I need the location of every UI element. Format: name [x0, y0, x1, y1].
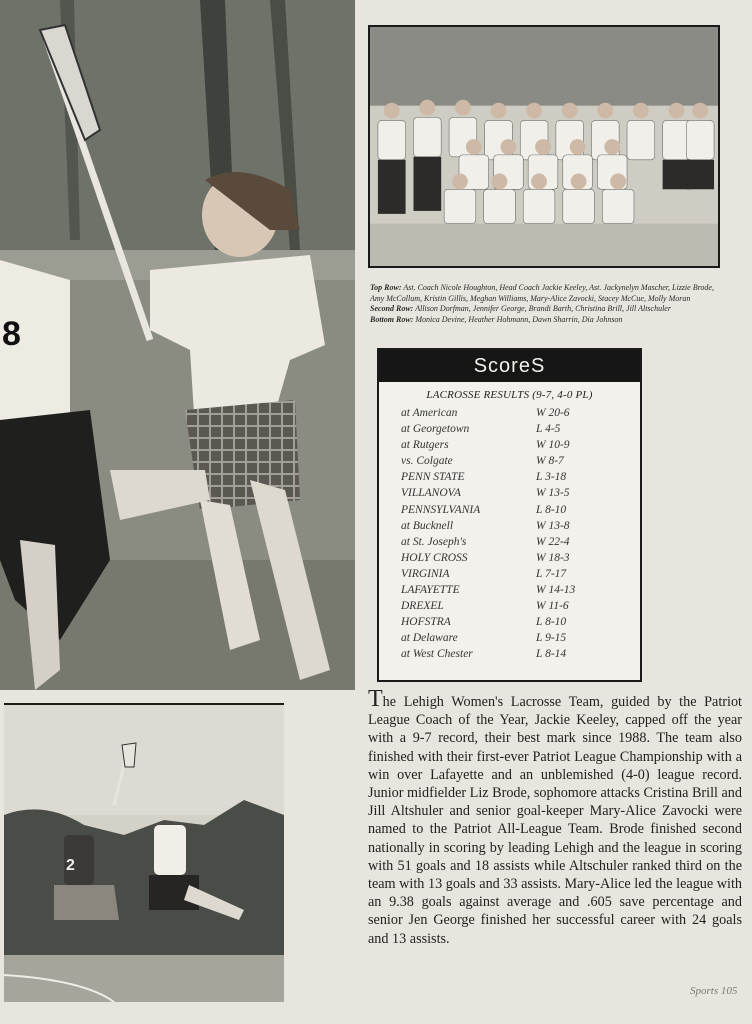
- score-opponent: at American: [401, 407, 458, 419]
- score-opponent: at St. Joseph's: [401, 535, 467, 548]
- lacrosse-action-photo: [0, 0, 355, 690]
- score-opponent: at Delaware: [401, 632, 458, 645]
- score-result: L 9-15: [536, 632, 567, 645]
- svg-text:2: 2: [66, 857, 75, 874]
- story-text: [368, 686, 742, 948]
- score-row: [379, 407, 640, 423]
- scores-subtitle: LACROSSE RESULTS (9-7, 4-0 PL): [426, 389, 593, 401]
- scores-box: [377, 348, 642, 682]
- score-opponent: VILLANOVA: [401, 487, 461, 500]
- score-opponent: PENNSYLVANIA: [401, 503, 481, 516]
- score-result: W 13-5: [536, 487, 570, 500]
- score-opponent: LAFAYETTE: [401, 584, 460, 597]
- score-row: [379, 536, 640, 552]
- score-row: [379, 616, 640, 632]
- score-result: W 8-7: [536, 455, 564, 468]
- score-opponent: VIRGINIA: [401, 567, 450, 580]
- score-row: [379, 423, 640, 439]
- story-body: he Lehigh Women's Lacrosse Team, guided by the Patriot League Coach of the Year, Jackie Keeley, capped off the year with a 9-7 record, their best mark since 1988. The team also finished with their first-ever Patriot League Championship with a win over Lafayette and an unblemished (4-0) league record. Junior midfielder Liz Brode, sophomore attacks Cristina Brill and Jill Altshuler and senior goal-keeper Mary-Alice Zavocki were named to the Patriot All-League Team. Brode finished second nationally in scoring by leading Lehigh and the league in scoring with 51 goals and 18 assists while Altschuler ranked third on the team with 13 goals and 33 assists. Mary-Alice led the league with an 9.38 goals against average and .605 save percentage and senior Jen George finished her successful career with 24 goals and 13 assists.: [368, 694, 742, 947]
- page-number: Sports 105: [690, 985, 738, 997]
- score-row: [379, 455, 640, 471]
- caption-top-text: Ast. Coach Nicole Houghton, Head Coach Jackie Keeley, Ast. Jackynelyn Mascher, Lizzie Brode, Amy McCollum, Kristin Gillis, Meghan Williams, Mary-Alice Zavocki, Stacey McCue, Molly Moran: [370, 283, 714, 303]
- caption-second-text: Allison Dorfman, Jennifer George, Brandi Barth, Christina Brill, Jill Altschuler: [415, 304, 671, 313]
- caption-top-label: Top Row:: [370, 283, 402, 292]
- scores-list: [379, 407, 640, 665]
- score-result: L 8-10: [536, 616, 567, 629]
- score-result: W 14-13: [536, 584, 576, 597]
- caption-bottom-label: Bottom Row:: [370, 314, 414, 324]
- scores-title: ScoreS: [379, 350, 640, 382]
- score-result: L 8-14: [536, 648, 567, 661]
- score-result: W 10-9: [536, 439, 570, 452]
- lacrosse-game-photo-art: [4, 705, 284, 1002]
- score-row: [379, 648, 640, 664]
- score-row: [379, 552, 640, 568]
- score-opponent: at Rutgers: [401, 439, 449, 452]
- score-opponent: HOFSTRA: [401, 616, 451, 629]
- score-result: W 11-6: [536, 600, 569, 613]
- score-result: L 7-17: [536, 567, 567, 580]
- score-row: [379, 487, 640, 503]
- score-result: W 20-6: [536, 407, 570, 419]
- score-row: [379, 600, 640, 616]
- score-row: [379, 439, 640, 455]
- score-result: W 18-3: [536, 551, 570, 564]
- team-photo-caption: [370, 283, 720, 325]
- score-row: [379, 471, 640, 487]
- score-result: L 4-5: [536, 423, 561, 436]
- caption-bottom-text: Monica Devine, Heather Hohmann, Dawn Sharrin, Dia Johnson: [415, 314, 623, 324]
- story-dropcap: T: [368, 686, 383, 712]
- caption-second-row: [370, 304, 720, 315]
- score-result: W 13-8: [536, 519, 570, 532]
- score-opponent: PENN STATE: [401, 471, 465, 484]
- score-opponent: at Georgetown: [401, 423, 470, 436]
- caption-top-row: [370, 283, 720, 304]
- score-opponent: DREXEL: [401, 600, 444, 613]
- score-row: [379, 568, 640, 584]
- team-photo-art: [370, 27, 718, 266]
- score-row: [379, 520, 640, 536]
- lacrosse-game-photo: [4, 703, 284, 1002]
- caption-bottom-row: [370, 315, 720, 326]
- score-result: L 3-18: [536, 471, 567, 484]
- team-photo: [368, 25, 720, 268]
- svg-text:8: 8: [2, 315, 21, 353]
- score-result: W 22-4: [536, 535, 570, 548]
- score-opponent: HOLY CROSS: [401, 551, 468, 564]
- lacrosse-action-photo-art: [0, 0, 355, 690]
- score-result: L 8-10: [536, 503, 567, 516]
- score-row: [379, 632, 640, 648]
- score-row: [379, 504, 640, 520]
- score-opponent: at West Chester: [401, 648, 473, 661]
- score-opponent: at Bucknell: [401, 519, 454, 532]
- score-opponent: vs. Colgate: [401, 455, 453, 468]
- score-row: [379, 584, 640, 600]
- caption-second-label: Second Row:: [370, 304, 414, 313]
